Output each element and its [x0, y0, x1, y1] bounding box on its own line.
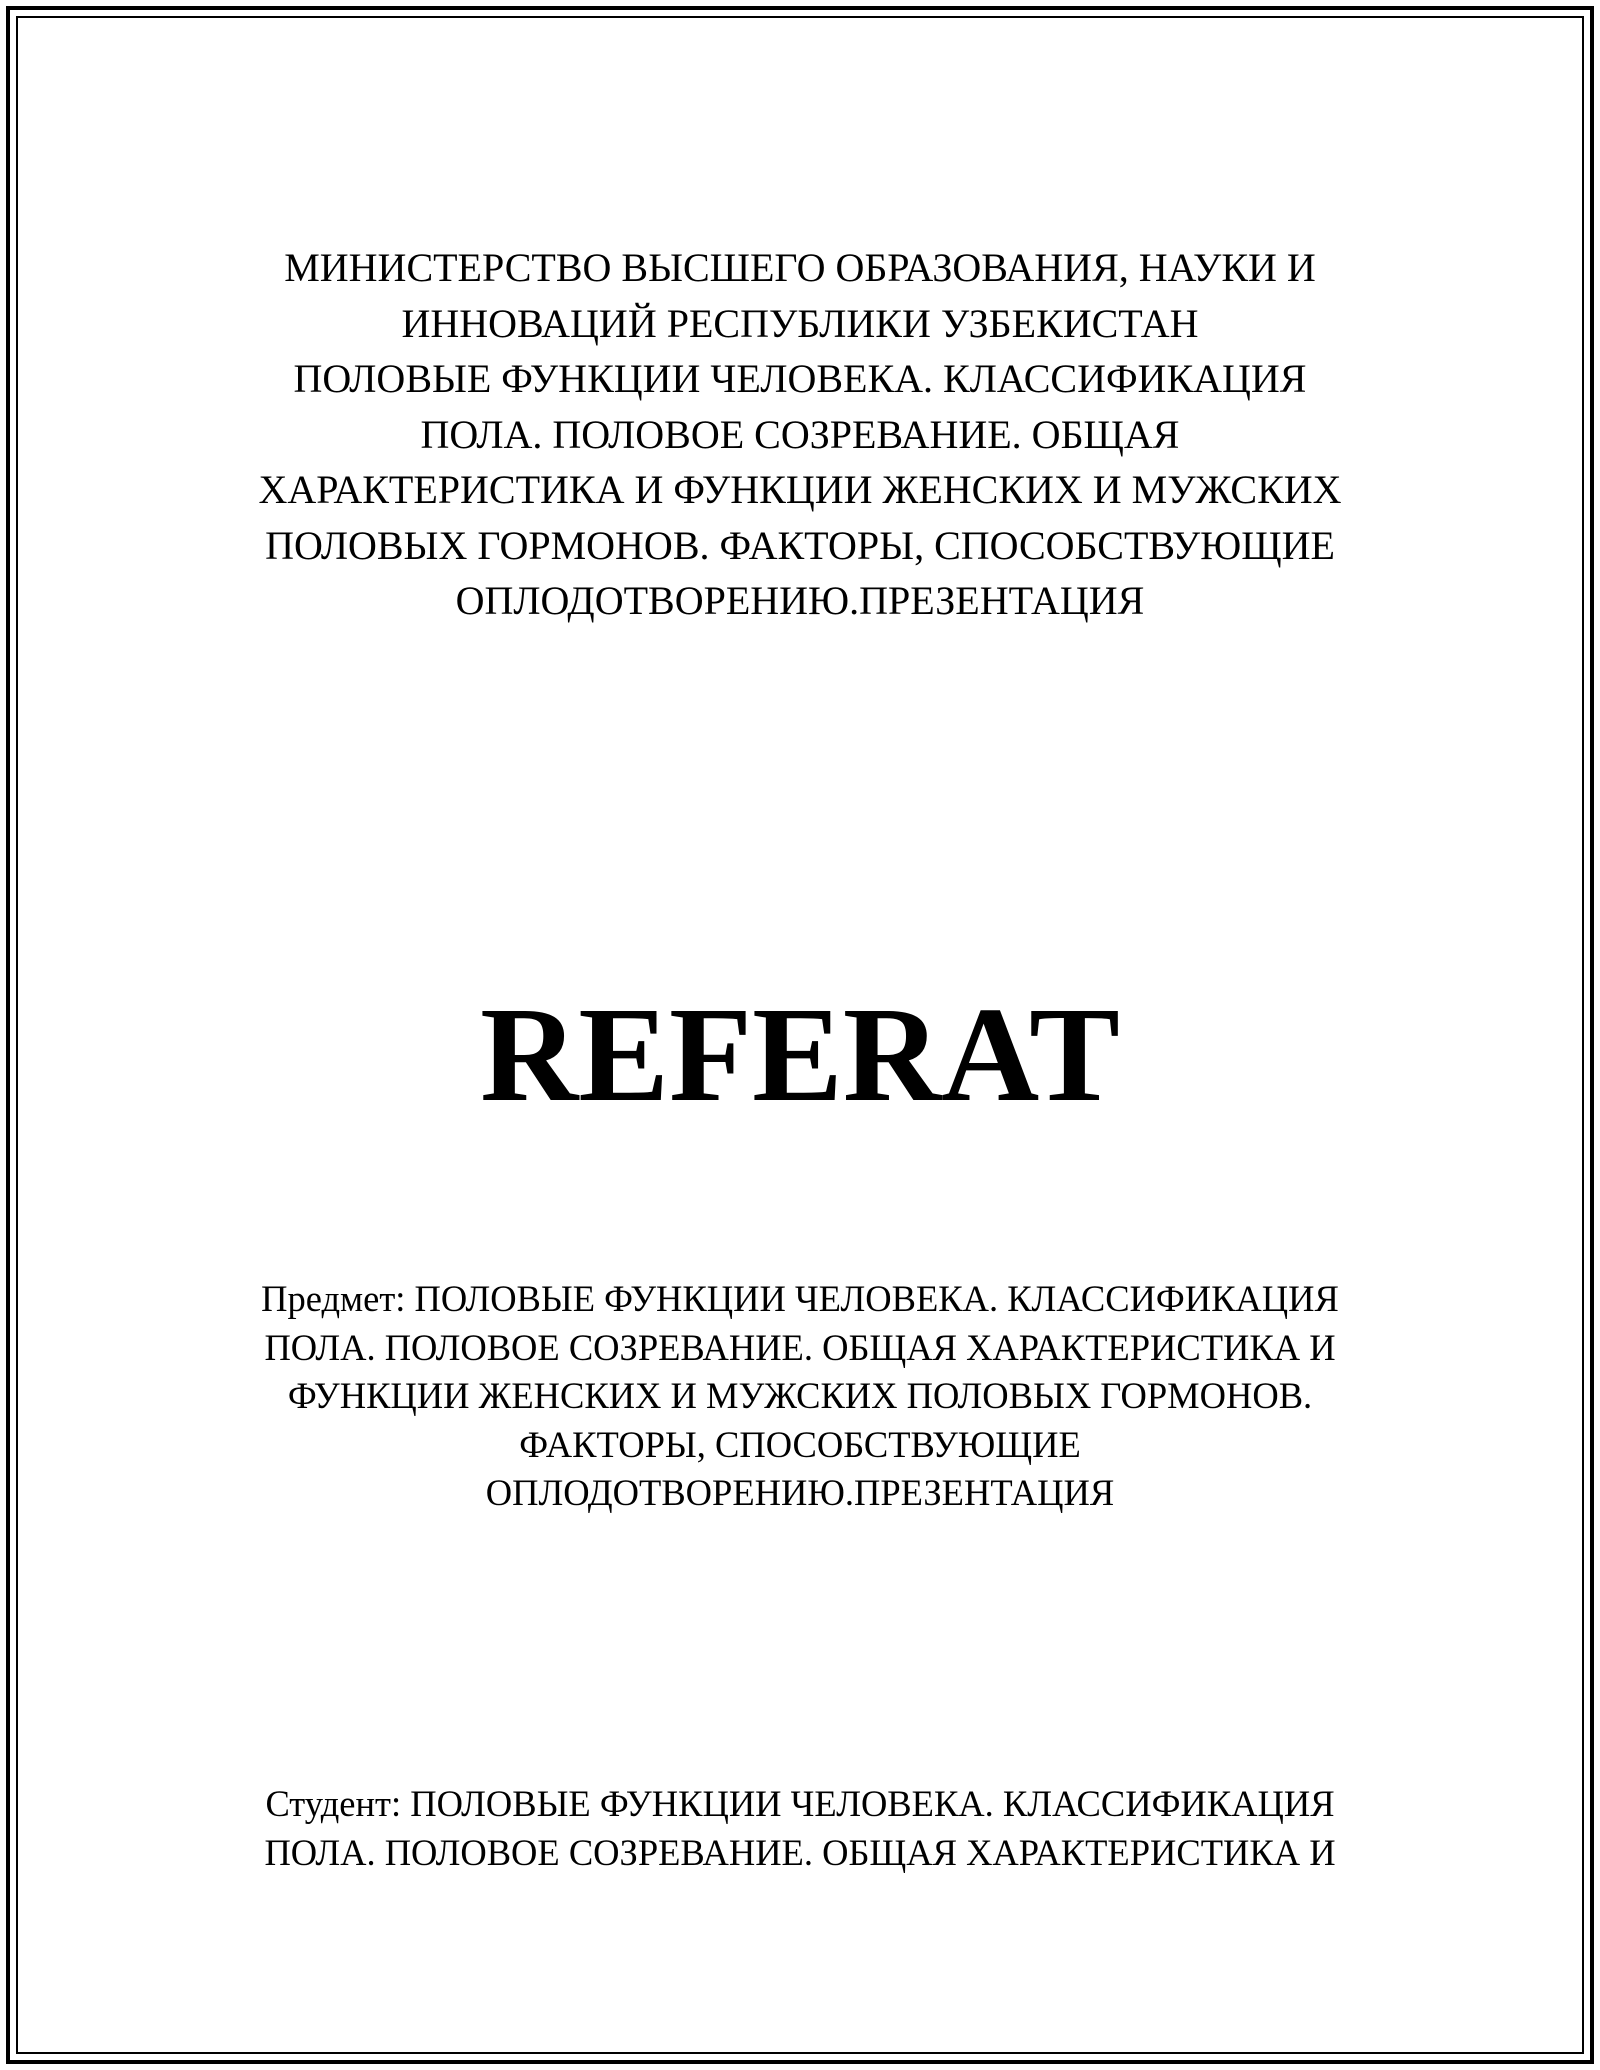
student-text: Студент: ПОЛОВЫЕ ФУНКЦИИ ЧЕЛОВЕКА. КЛАССИФИКАЦИЯ ПОЛА. ПОЛОВОЕ СОЗРЕВАНИЕ. ОБЩАЯ ХАРАКТЕРИСТИКА И: [264, 1783, 1336, 1873]
subject-text: Предмет: ПОЛОВЫЕ ФУНКЦИИ ЧЕЛОВЕКА. КЛАССИФИКАЦИЯ ПОЛА. ПОЛОВОЕ СОЗРЕВАНИЕ. ОБЩАЯ ХАРАКТЕРИСТИКА И ФУНКЦИИ ЖЕНСКИХ И МУЖСКИХ ПОЛОВЫХ ГОРМОНОВ. ФАКТОРЫ, СПОСОБСТВУЮЩИЕ ОПЛОДОТВОРЕНИЮ.ПРЕЗЕНТАЦИЯ: [261, 1278, 1339, 1513]
document-title: REFERAT: [480, 980, 1120, 1130]
header-block: [240, 240, 1360, 629]
ministry-line-2: ИННОВАЦИЙ РЕСПУБЛИКИ УЗБЕКИСТАН: [401, 300, 1199, 346]
ministry-line-1: МИНИСТЕРСТВО ВЫСШЕГО ОБРАЗОВАНИЯ, НАУКИ И: [284, 245, 1316, 290]
topic-title: ПОЛОВЫЕ ФУНКЦИИ ЧЕЛОВЕКА. КЛАССИФИКАЦИЯ ПОЛА. ПОЛОВОЕ СОЗРЕВАНИЕ. ОБЩАЯ ХАРАКТЕРИСТИКА И ФУНКЦИИ ЖЕНСКИХ И МУЖСКИХ ПОЛОВЫХ ГОРМОНОВ. ФАКТОРЫ, СПОСОБСТВУЮЩИЕ ОПЛОДОТВОРЕНИЮ.ПРЕЗЕНТАЦИЯ: [258, 356, 1342, 623]
